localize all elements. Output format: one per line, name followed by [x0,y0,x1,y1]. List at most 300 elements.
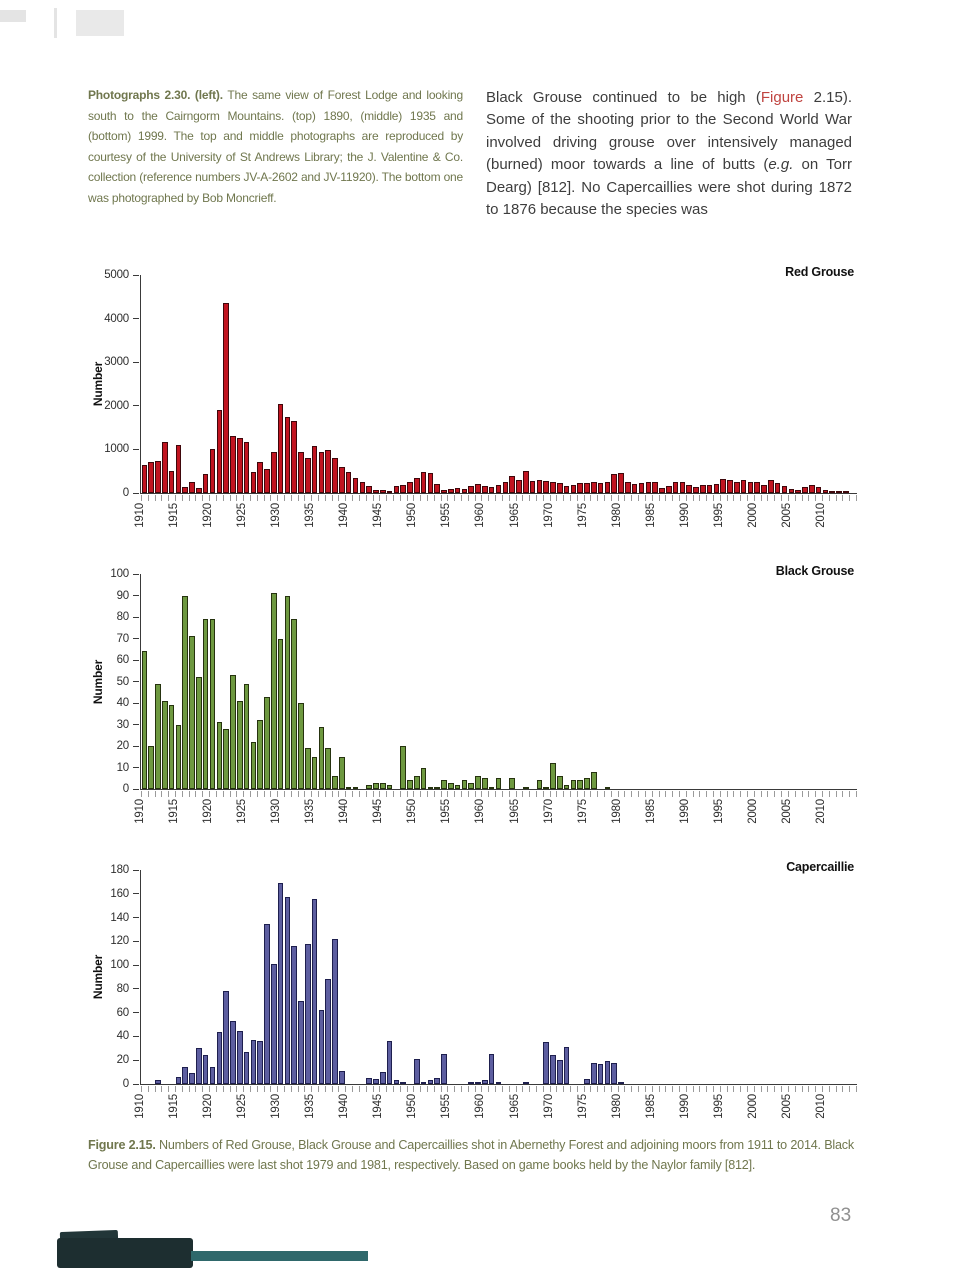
bar [748,482,754,493]
bar [339,757,345,789]
scan-artifact-top-left [54,8,57,38]
x-tick [304,1086,305,1092]
page-number: 83 [830,1205,852,1226]
y-tick-label: 80 [116,611,129,623]
x-tick [802,1086,803,1092]
x-tick [659,495,660,501]
photographs-caption-body: The same view of Forest Lodge and looking south to the Cairngorm Mountains. (top) 1890, (middle) 1935 and (bottom) 1999. The top and middle photographs are reproduced by courtesy of the University of St Andrews Library; the J. Valentine & Co. collection (reference numbers JV-A-2602 and JV-11920). The bottom one was photographed by Bob Moncrieff. [88,88,463,205]
y-tick [133,941,139,942]
x-tick-label: 1910 [134,503,146,528]
y-tick [133,362,139,363]
bar [523,471,529,493]
x-tick [522,495,523,501]
x-tick [161,791,162,797]
x-tick-label: 1960 [474,799,487,824]
x-tick [611,791,612,797]
bar [346,472,352,493]
x-tick [155,791,156,797]
x-tick [836,1086,837,1092]
x-tick [236,791,237,797]
bar [366,486,372,493]
bar [455,785,461,789]
bar [482,486,488,493]
x-tick [781,791,782,797]
bar [217,722,223,789]
x-tick [182,791,183,797]
x-tick [842,791,843,797]
y-tick-label: 1000 [104,443,129,456]
x-tick-label: 1980 [610,503,623,528]
x-tick [543,791,544,797]
bar [434,484,440,493]
x-tick [338,791,339,797]
x-tick-label: 1990 [678,799,691,824]
bar [462,489,468,493]
x-tick [182,495,183,501]
bar [353,787,359,789]
x-tick [665,791,666,797]
y-axis-title: Number [91,361,105,407]
bar [434,1078,440,1084]
x-tick [420,1086,421,1092]
y-tick-label: 2000 [104,399,129,412]
bar [564,486,570,493]
x-tick-label: 1970 [542,799,555,824]
x-tick [842,495,843,501]
x-tick-label: 1960 [474,1094,487,1119]
x-tick-label: 1950 [406,799,419,824]
x-tick [304,495,305,501]
x-tick-label: 1985 [644,1094,657,1119]
body-paragraph [486,87,852,221]
x-tick [209,495,210,501]
bar [564,785,570,789]
x-tick [366,791,367,797]
bar [305,458,311,493]
bar [618,1082,624,1084]
x-tick [563,495,564,501]
x-tick [454,791,455,797]
bar [189,482,195,493]
bar [700,485,706,493]
x-tick-label: 1945 [372,799,385,824]
bar [223,991,229,1084]
x-tick [829,791,830,797]
x-tick [175,1086,176,1092]
y-tick [133,917,139,918]
x-tick [516,791,517,797]
y-tick-label: 0 [122,487,129,499]
bar [428,1080,434,1084]
x-tick-label: 1985 [644,799,657,824]
x-tick [243,495,244,501]
bar [285,596,291,790]
x-tick-label: 1995 [712,799,725,824]
x-tick [264,791,265,797]
x-tick [298,1086,299,1092]
bar [278,883,284,1084]
x-tick [155,495,156,501]
x-tick [420,495,421,501]
x-tick [767,495,768,501]
bar [564,1047,570,1084]
bar [809,485,815,493]
x-tick [502,1086,503,1092]
bar [162,701,168,789]
x-tick-label: 2000 [746,503,759,528]
bar [353,478,359,493]
x-tick [529,791,530,797]
x-tick [536,791,537,797]
x-tick [243,791,244,797]
bar [673,482,679,493]
y-axis-line [140,870,141,1084]
x-tick [393,791,394,797]
x-tick-label: 1915 [168,799,181,824]
x-tick [468,495,469,501]
x-tick-label: 2005 [780,799,793,824]
x-tick [216,495,217,501]
bar [244,1052,250,1084]
x-tick-label: 1965 [508,1094,521,1119]
y-tick-label: 0 [122,1078,129,1090]
bar [523,1082,529,1084]
bar [148,746,154,789]
bar [387,1041,393,1084]
x-tick [645,495,646,501]
x-tick [407,1086,408,1092]
x-tick [284,495,285,501]
y-tick-label: 100 [110,568,129,580]
x-tick [168,1086,169,1092]
bar [366,1078,372,1084]
bar [605,1061,611,1084]
bar [319,1010,325,1084]
bar [196,677,202,789]
x-tick [536,1086,537,1092]
x-tick [202,495,203,501]
x-tick-label: 1965 [508,503,521,528]
bar [496,778,502,789]
x-tick [577,791,578,797]
x-tick [672,495,673,501]
x-tick [189,1086,190,1092]
x-tick [733,791,734,797]
bar [366,785,372,789]
bar [155,461,161,493]
x-tick [481,791,482,797]
x-axis-line [140,1084,857,1085]
bar [503,482,509,493]
bar [312,446,318,493]
bar [611,1063,617,1084]
bar [605,787,611,789]
x-tick [604,791,605,797]
x-tick-label: 1945 [372,1094,385,1119]
x-tick-label: 1910 [134,799,146,824]
y-tick [133,449,139,450]
x-tick [332,495,333,501]
x-tick [529,1086,530,1092]
bar [707,485,713,493]
bar [176,1077,182,1084]
x-tick-label: 1950 [406,1094,419,1119]
bar [468,783,474,789]
x-tick [618,791,619,797]
bar [468,1082,474,1084]
x-tick [509,495,510,501]
scan-artifact-top-left [0,10,26,22]
x-tick [359,495,360,501]
bar [591,772,597,789]
bar [652,482,658,493]
x-tick [148,791,149,797]
bar [611,474,617,493]
figure-reference-link[interactable]: Figure [760,89,804,106]
bar [584,483,590,493]
x-tick [706,1086,707,1092]
x-tick [216,1086,217,1092]
x-tick [727,1086,728,1092]
x-tick [373,1086,374,1092]
x-tick [516,1086,517,1092]
x-tick [400,791,401,797]
y-tick-label: 20 [116,740,129,752]
x-tick [720,1086,721,1092]
x-tick [270,495,271,501]
bar [414,478,420,493]
bar [475,1082,481,1084]
bar [148,462,154,493]
x-tick [706,791,707,797]
bar [489,1054,495,1084]
x-tick [230,1086,231,1092]
x-tick [556,495,557,501]
x-tick-label: 2000 [746,1094,759,1119]
bar [543,787,549,789]
body-text: Black Grouse continued to be high ( [486,89,761,106]
bar [217,1032,223,1084]
y-tick [133,617,139,618]
bar [782,486,788,493]
x-tick [155,1086,156,1092]
x-tick [182,1086,183,1092]
x-tick [570,1086,571,1092]
x-tick [291,1086,292,1092]
bar [264,697,270,789]
bar [298,1001,304,1084]
bar [244,684,250,789]
x-tick [822,1086,823,1092]
x-tick-label: 1910 [134,1094,146,1119]
x-tick [393,1086,394,1092]
x-tick [713,1086,714,1092]
bar [407,780,413,789]
x-tick [413,791,414,797]
bar [577,780,583,789]
bar [264,924,270,1085]
x-tick [584,495,585,501]
bar [407,482,413,493]
x-tick [373,495,374,501]
x-tick [747,495,748,501]
bar [223,303,229,493]
x-tick [584,1086,585,1092]
bar [727,480,733,493]
x-tick [808,1086,809,1092]
x-tick [727,791,728,797]
bar [271,593,277,789]
x-tick [243,1086,244,1092]
x-tick [822,495,823,501]
bar [346,787,352,789]
x-tick [638,1086,639,1092]
x-tick [468,791,469,797]
x-tick [767,1086,768,1092]
x-tick [345,1086,346,1092]
x-tick [529,495,530,501]
x-tick [686,495,687,501]
x-tick [236,1086,237,1092]
bar [332,458,338,493]
y-tick [133,1060,139,1061]
bar [196,488,202,493]
x-tick [407,495,408,501]
x-tick [720,791,721,797]
x-tick [270,1086,271,1092]
x-tick [284,791,285,797]
x-tick [733,1086,734,1092]
x-tick [652,791,653,797]
x-tick [427,1086,428,1092]
bar [387,491,393,493]
x-tick [686,791,687,797]
y-tick [133,703,139,704]
x-tick [400,495,401,501]
bar [680,482,686,493]
x-tick [277,791,278,797]
x-tick [842,1086,843,1092]
bar [176,725,182,790]
bar [571,780,577,789]
x-tick-label: 1915 [168,1094,181,1119]
y-tick [133,275,139,276]
x-tick [638,791,639,797]
x-tick [373,791,374,797]
bar [829,491,835,493]
x-tick [277,495,278,501]
x-tick [767,791,768,797]
x-tick [522,791,523,797]
x-tick-label: 1980 [610,799,623,824]
x-axis-line [140,789,857,790]
chart-title: Capercaillie [786,860,854,874]
bar [414,1059,420,1084]
bar [182,487,188,493]
bar [278,639,284,790]
x-tick-label: 1940 [338,799,351,824]
bar [720,479,726,493]
x-tick-label: 1990 [678,1094,691,1119]
y-tick [133,595,139,596]
bar [802,487,808,493]
y-tick-label: 30 [116,718,129,731]
x-tick [352,791,353,797]
bar [291,421,297,493]
y-tick-label: 20 [116,1054,129,1067]
x-tick [223,1086,224,1092]
x-tick [849,1086,850,1092]
x-tick [577,1086,578,1092]
x-tick [495,791,496,797]
y-axis-title: Number [91,659,105,704]
bar [380,783,386,789]
x-tick [740,1086,741,1092]
x-tick [679,495,680,501]
x-tick [352,1086,353,1092]
bar [142,651,148,789]
x-tick [618,1086,619,1092]
x-tick-label: 1935 [304,1094,317,1119]
x-tick [311,495,312,501]
x-tick [495,495,496,501]
bar [530,481,536,493]
x-tick-label: 1975 [576,1094,589,1119]
x-tick [236,495,237,501]
bar [169,471,175,493]
x-tick [699,791,700,797]
x-tick [311,791,312,797]
x-tick [264,1086,265,1092]
x-tick [829,1086,830,1092]
bar [441,1054,447,1084]
x-tick [774,791,775,797]
x-tick [441,1086,442,1092]
y-tick-label: 50 [116,675,129,688]
x-tick [516,495,517,501]
bar [298,452,304,493]
bar [169,705,175,789]
bar [475,484,481,493]
bar [489,487,495,493]
photographs-caption [88,85,463,209]
x-tick [195,495,196,501]
x-tick [543,1086,544,1092]
x-tick [856,791,857,797]
y-tick [133,574,139,575]
bar [189,636,195,789]
x-tick [434,791,435,797]
bar [734,482,740,493]
bar [210,449,216,493]
x-tick [652,1086,653,1092]
x-tick [849,791,850,797]
bar [257,1041,263,1084]
x-tick [366,1086,367,1092]
bar [162,442,168,493]
x-tick [338,1086,339,1092]
x-tick [693,791,694,797]
x-tick [781,1086,782,1092]
bar [257,462,263,493]
x-tick [699,495,700,501]
bar [325,748,331,789]
bar [816,487,822,493]
x-tick [325,1086,326,1092]
x-tick [298,495,299,501]
x-tick [693,495,694,501]
bar [659,488,665,493]
